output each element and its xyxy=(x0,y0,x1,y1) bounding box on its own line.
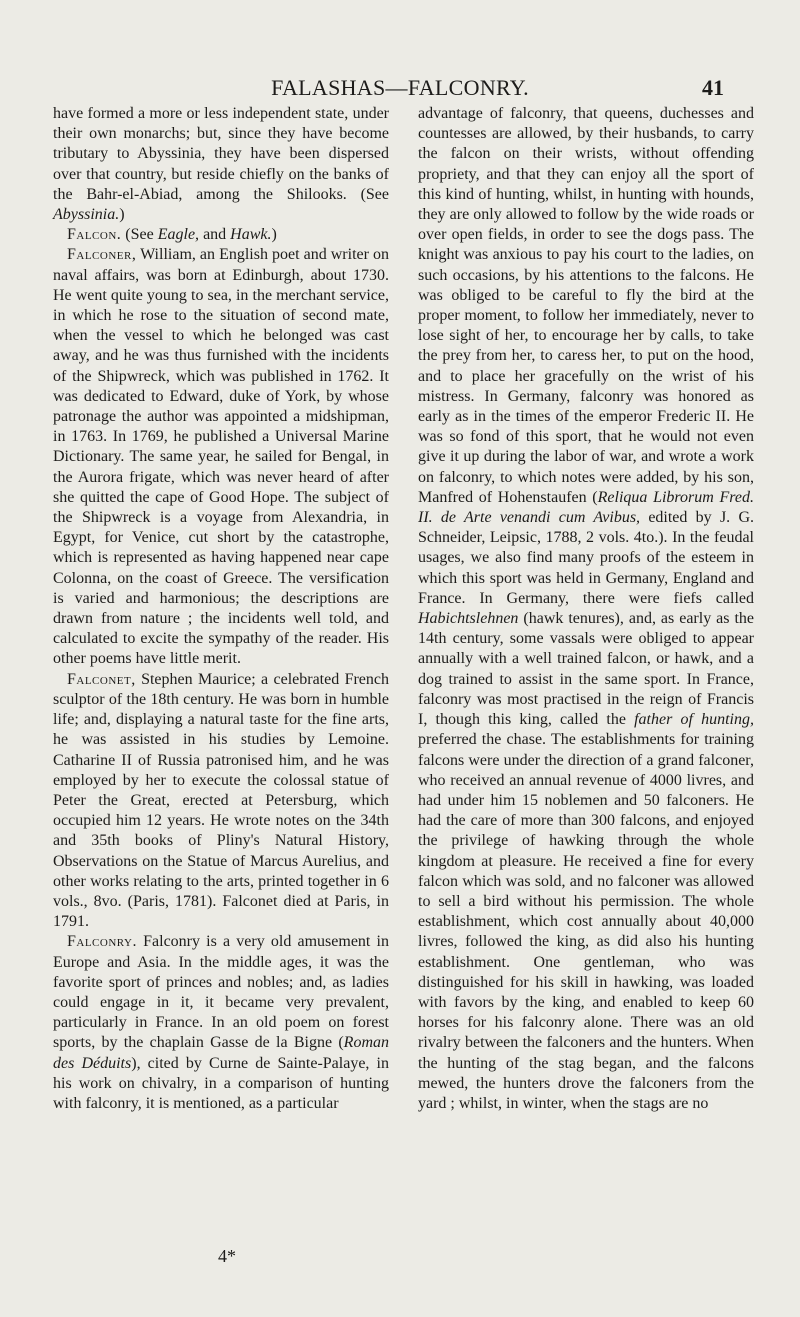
header-title: FALASHAS—FALCONRY. xyxy=(271,75,529,100)
entry-falconet xyxy=(53,670,389,933)
term-father-of-hunting: father of hunting, xyxy=(634,711,755,729)
entry-body-falconet: Stephen Maurice; a celebrated French sculptor of the 18th century. He was born in humble life; and, displaying a natural taste for the fine arts, he was assisted in his studies by Lemoine. Catharine II of Russia patronised him, and he was employed by her to execute the colossal statue of Peter the Great, erected at Petersburg, which occupied him 12 years. He wrote notes on the 34th and 35th books of Pliny's Natural History, Observations on the Statue of Marcus Aurelius, and other works relating to the arts, printed together in 6 vols., 8vo. (Paris, 1781). Falconet died at Paris, in 1791. xyxy=(53,670,389,931)
cross-ref-eagle: Eagle, xyxy=(157,226,200,244)
entry-body-falconer: William, an English poet and writer on naval affairs, was born at Edinburgh, about 1730. He went quite young to sea, in the merchant service, in which he rose to the situation of second mate, when the vessel to which he belonged was cast away, and he was thus furnished with the incidents of the Shipwreck, which was published in 1762. It was dedicated to Edward, duke of York, by whose patronage the author was appointed a midshipman, in 1763. In 1769, he published a Universal Marine Dictionary. The same year, he sailed for Bengal, in the Aurora frigate, which was never heard of after she quitted the cape of Good Hope. The subject of the Shipwreck is a voyage from Alexandria, in Egypt, for Venice, cut short by the catastrophe, which is represented as having happened near cape Colonna, on the coast of Greece. The versification is varied and harmonious; the descriptions are drawn from nature ; the incidents well told, and calculated to excite the sympathy of the reader. His other poems have little merit. xyxy=(53,246,389,668)
entry-head-falconer: Falconer, xyxy=(67,246,137,264)
entry-head-falconry: Falconry. xyxy=(67,933,137,951)
entry-falconer xyxy=(53,245,389,669)
entry-head-falcon: Falcon. xyxy=(67,226,122,244)
entry-head-falconet: Falconet, xyxy=(67,670,136,688)
page-number: 41 xyxy=(702,75,724,100)
cross-ref-abyssinia: Abyssinia. xyxy=(53,206,120,224)
entry-falconry: Falconry. Falconry is a very old amusement in Europe and Asia. In the middle ages, it was the favorite sport of princes and nobles; and, as ladies could engage in it, it became very prevalent, particularly in France. In an old poem on forest sports, by the chaplain Gasse de la Bigne (Roman des Déduits), cited by Curne de Sainte-Palaye, in his work on chivalry, in a comparison of hunting with falconry, it is mentioned, as a particular xyxy=(53,933,389,1112)
entry-falcon: Falcon. (See Eagle, and Hawk.) xyxy=(67,226,277,244)
cross-ref-hawk: Hawk. xyxy=(230,226,272,244)
signature-mark: 4* xyxy=(218,1246,236,1266)
left-column xyxy=(53,104,389,1114)
right-column xyxy=(418,104,754,1114)
term-habichtslehnen: Habichtslehnen xyxy=(418,610,519,628)
running-header xyxy=(0,75,800,105)
title-roman-des-deduits: Roman des Déduits xyxy=(53,1034,389,1072)
title-reliqua-librorum: Reliqua Librorum Fred. II. de Arte venandi cum Avibus, xyxy=(418,488,754,527)
falconry-continuation: advantage of falconry, that queens, duchesses and countesses are allowed, by their husbands, to carry the falcon on their wrists, without offending propriety, and that they can enjoy all the sport of this kind of hunting, whilst, in hunting with hounds, they are only allowed to follow by the wide roads or over open fields, in order to see the dogs pass. The knight was anxious to pay his court to the ladies, on such occasions, by his attentions to the falcons. He was obliged to be careful to fly the bird at the proper moment, to follow her immediately, never to lose sight of her, to encourage her by calls, to take the prey from her, to caress her, to put on the hood, and to place her gracefully on the wrist of his mistress. In Germany, falconry was honored as early as in the times of the emperor Frederic II. He was so fond of this sport, that he would not even give it up during the labor of war, and wrote a work on falconry, to which notes were added, by his son, Manfred of Hohenstaufen (Reliqua Librorum Fred. II. de Arte venandi cum Avibus, edited by J. G. Schneider, Leipsic, 1788, 2 vols. 4to.). In the feudal usages, we also find many proofs of the esteem in which this sport was held in Germany, England and France. In Germany, there were fiefs called Habichtslehnen (hawk tenures), and, as early as the 14th century, some vassals were obliged to appear annually with a well trained falcon, or hawk, and a dog trained to assist in the same sport. In France, falconry was most practised in the reign of Francis I, though this king, called the father of hunting, preferred the chase. The establishments for training falcons were under the direction of a grand falconer, who received an annual revenue of 4000 livres, and had under him 15 noblemen and 50 falconers. He had the care of more than 300 falcons, and enjoyed the privilege of hawking through the whole kingdom at pleasure. He received a fine for every falcon which was sold, and no falconer was allowed to sell a bird without his permission. The whole establishment, which cost annually about 40,000 livres, followed the king, as did also his hunting establishment. One gentleman, who was distinguished for his skill in hawking, was loaded with favors by the king, and enabled to keep 60 horses for his falconry alone. There was an old rivalry between the falconers and the hunters. When the hunting of the stag began, and the falcons mewed, the hunters drove the falconers from the yard ; whilst, in winter, when the stags are no xyxy=(418,105,755,1112)
falashas-continuation: have formed a more or less independent state, under their own monarchs; but, since they have become tributary to Abyssinia, they have been dispersed over that country, but reside chiefly on the banks of the Bahr-el-Abiad, among the Shilooks. (See Abyssinia.) xyxy=(53,105,389,224)
